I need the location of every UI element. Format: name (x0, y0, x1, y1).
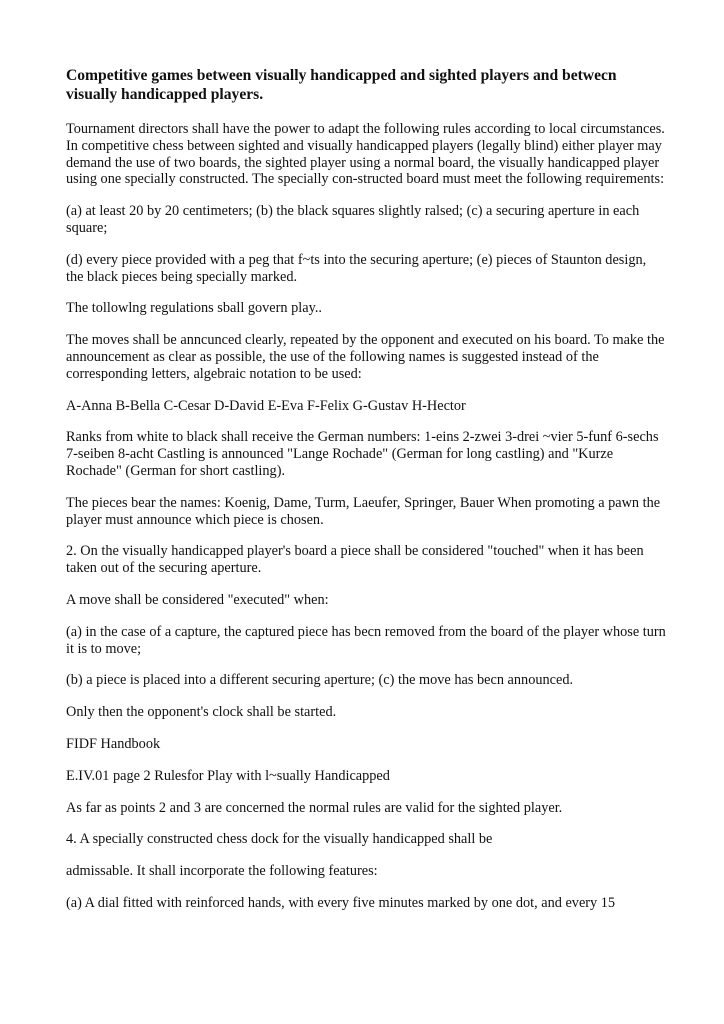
paragraph-executed-capture: (a) in the case of a capture, the captured piece has becn removed from the board of the player whose turn it is to move; (66, 623, 666, 657)
paragraph-board-requirements-d-e: (d) every piece provided with a peg that f~ts into the securing aperture; (e) pieces of Staunton design, the black pieces being specially marked. (66, 251, 647, 285)
paragraph-clock-started: Only then the opponent's clock shall be started. (66, 704, 337, 721)
paragraph-sighted-player-rules: As far as points 2 and 3 are concerned the normal rules are valid for the sighted player. (66, 799, 563, 816)
paragraph-touched-rule: 2. On the visually handicapped player's board a piece shall be considered "touched" when it has been taken out of the securing aperture. (66, 543, 644, 577)
paragraph-piece-names: The pieces bear the names: Koenig, Dame, Turm, Laeufer, Springer, Bauer When promoting a pawn the player must announce which piece is chosen. (66, 494, 661, 528)
paragraph-file-names: A-Anna B-Bella C-Cesar D-David E-Eva F-Felix G-Gustav H-Hector (66, 397, 466, 414)
paragraph-move-announcement: The moves shall be anncunced clearly, repeated by the opponent and executed on his board. To make the announcement as clear as possible, the use of the following names is suggested instead of the corresponding letters, algebraic notation to be used: (66, 332, 665, 382)
paragraph-clock-features: admissable. It shall incorporate the following features: (66, 863, 378, 880)
paragraph-intro: Tournament directors shall have the power to adapt the following rules according to local circumstances. In competitive chess between sighted and visually handicapped players (legally blind) either player may demand the use of two boards, the sighted player using a normal board, the visually handicapped player using one specially constructed. The specially con-structed board must meet the following requirements: (66, 121, 665, 188)
paragraph-dial: (a) A dial fitted with reinforced hands, with every five minutes marked by one dot, and every 15 (66, 894, 616, 911)
paragraph-rank-names: Ranks from white to black shall receive the German numbers: 1-eins 2-zwei 3-drei ~vier 5-funf 6-sechs 7-seiben 8-acht Castling is announced "Lange Rochade" (German for long castling) and "Kurze Rochade" (German for short castling). (66, 429, 659, 479)
document-title: Competitive games between visually handicapped and sighted players and betwecn visually handicapped players. (66, 67, 617, 103)
paragraph-board-requirements-a-c: (a) at least 20 by 20 centimeters; (b) the black squares slightly ralsed; (c) a securing aperture in each square; (66, 203, 640, 236)
paragraph-page-reference: E.IV.01 page 2 Rulesfor Play with l~sually Handicapped (66, 767, 390, 784)
paragraph-chess-clock: 4. A specially constructed chess dock for the visually handicapped shall be (66, 831, 493, 848)
paragraph-executed-heading: A move shall be considered "executed" when: (66, 591, 329, 608)
paragraph-handbook-label: FIDF Handbook (66, 735, 161, 752)
paragraph-regulations-heading: The tollowlng regulations sball govern play.. (66, 300, 322, 317)
paragraph-executed-placement: (b) a piece is placed into a different securing aperture; (c) the move has becn announced. (66, 672, 574, 689)
